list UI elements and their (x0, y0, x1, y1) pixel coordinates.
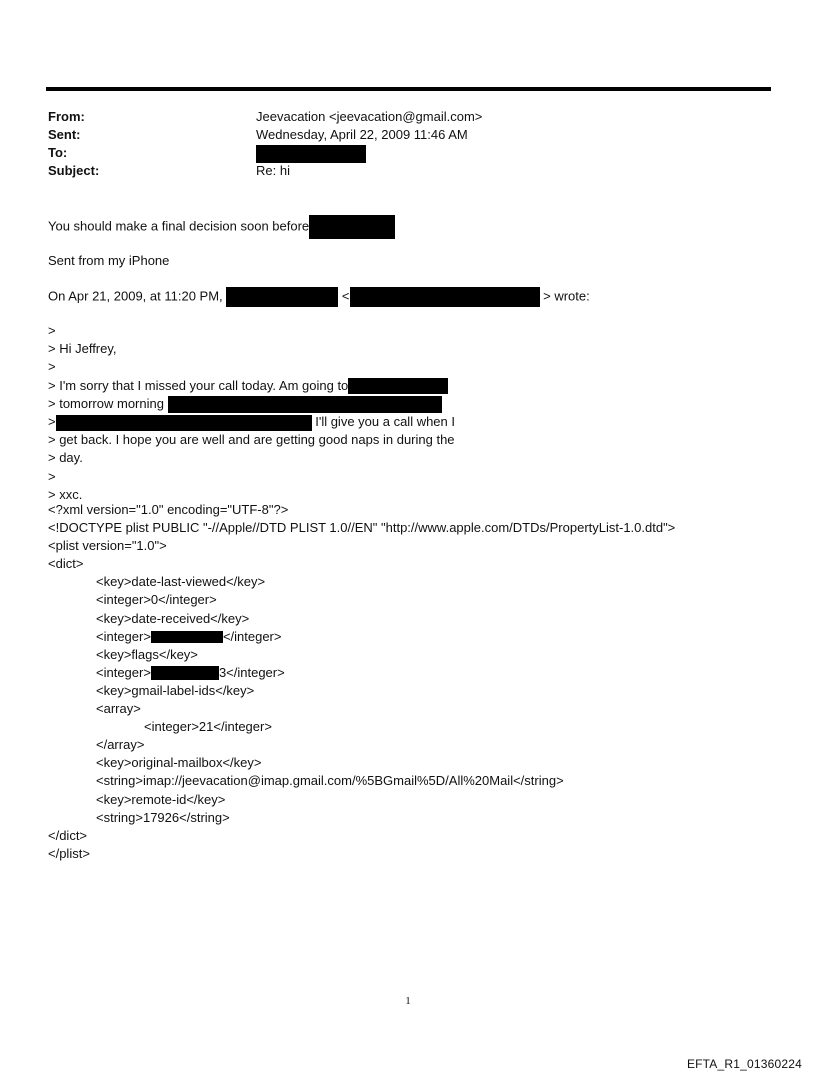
quoted-message (48, 322, 455, 504)
plist-text: 3</integer> (218, 664, 285, 680)
quoted-line: > get back. I hope you are well and are getting good naps in during the (48, 432, 455, 448)
subject-label: Subject: (48, 163, 100, 178)
plist-line: <key>date-last-viewed</key> (96, 574, 266, 590)
quoted-line (48, 413, 455, 431)
plist-line: <key>flags</key> (96, 646, 198, 662)
signature-line (48, 252, 169, 270)
plist-line (48, 628, 675, 646)
redaction-box (256, 145, 366, 163)
plist-line: <array> (96, 701, 141, 717)
redaction-box (151, 631, 223, 643)
to-label: To: (48, 145, 68, 160)
quoted-line (48, 395, 455, 413)
plist-line (48, 664, 675, 682)
plist-line: <?xml version="1.0" encoding="UTF-8"?> (48, 502, 289, 517)
redaction-box (309, 215, 395, 239)
plist-line: <key>date-received</key> (96, 610, 250, 626)
plist-line: <key>remote-id</key> (96, 791, 226, 807)
quoted-text: > (48, 413, 56, 429)
to-value (256, 144, 366, 163)
redaction-box (226, 287, 338, 307)
plist-line: <key>gmail-label-ids</key> (96, 682, 255, 698)
plist-text: <integer> (96, 628, 151, 644)
redaction-box (151, 666, 219, 680)
sent-label: Sent: (48, 127, 81, 142)
plist-line: </plist> (48, 845, 90, 861)
plist-line: <dict> (48, 556, 84, 572)
plist-line: <integer>0</integer> (96, 592, 217, 608)
page-number: 1 (405, 995, 411, 1007)
quoted-text: > tomorrow morning (48, 395, 164, 411)
message-line (48, 215, 395, 239)
plist-line: <plist version="1.0"> (48, 538, 167, 554)
quoted-line: > day. (48, 450, 83, 466)
plist-line: <key>original-mailbox</key> (96, 755, 262, 771)
plist-line: <!DOCTYPE plist PUBLIC "-//Apple//DTD PLIST 1.0//EN" "http://www.apple.com/DTDs/PropertyList-1.0.dtd"> (48, 520, 676, 536)
plist-block (48, 501, 675, 863)
plist-text: </integer> (222, 628, 282, 644)
redaction-box (168, 396, 442, 413)
redaction-box (350, 287, 540, 307)
quoted-line: > (48, 468, 56, 484)
quoted-text: I'll give you a call when I (315, 413, 455, 429)
subject-value: Re: hi (256, 163, 290, 178)
plist-line: <string>17926</string> (96, 809, 230, 825)
quoted-line: > xxc. (48, 486, 83, 502)
quoted-line: > (48, 359, 56, 375)
sent-value: Wednesday, April 22, 2009 11:46 AM (256, 127, 468, 142)
redaction-box (56, 415, 312, 431)
plist-line: </dict> (48, 827, 88, 843)
wrote-line (48, 287, 590, 307)
wrote-prefix: On Apr 21, 2009, at 11:20 PM, (48, 288, 223, 304)
quoted-line (48, 377, 455, 395)
signature-text: Sent from my iPhone (48, 253, 170, 268)
plist-text: <integer> (96, 664, 151, 680)
plist-line: </array> (96, 737, 145, 753)
quoted-text: > I'm sorry that I missed your call today. Am going to (48, 377, 349, 393)
wrote-suffix: > wrote: (543, 288, 590, 304)
redaction-box (348, 378, 448, 394)
plist-line: <integer>21</integer> (144, 719, 272, 735)
bates-number: EFTA_R1_01360224 (686, 1057, 802, 1071)
quoted-line: > Hi Jeffrey, (48, 341, 117, 357)
header-rule (46, 87, 771, 91)
message-text: You should make a final decision soon before (48, 218, 310, 234)
wrote-lt: < (341, 288, 350, 304)
from-value: Jeevacation <jeevacation@gmail.com> (256, 109, 483, 124)
from-label: From: (48, 109, 85, 124)
quoted-line: > (48, 323, 56, 338)
plist-line: <string>imap://jeevacation@imap.gmail.com/%5BGmail%5D/All%20Mail</string> (96, 773, 564, 789)
